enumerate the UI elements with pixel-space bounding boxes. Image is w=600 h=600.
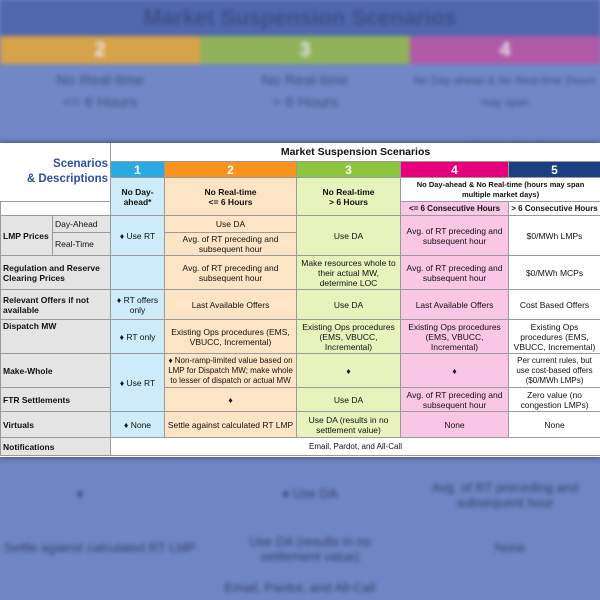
row-label-lmp: LMP Prices <box>1 216 53 256</box>
bg-desc-3: No Real-time > 6 Hours <box>261 72 349 111</box>
scenario-45-desc: No Day-ahead & No Real-time (hours may span multiple market days) <box>401 178 600 202</box>
bg-low-avg: Avg. of RT preceding and subsequent hour <box>431 480 579 510</box>
scenario-3-desc: No Real-time > 6 Hours <box>297 178 401 216</box>
sublabel-day-ahead: Day-Ahead <box>53 216 111 233</box>
row-label-make-whole: Make-Whole <box>1 354 111 388</box>
lmp-s4: Avg. of RT preceding and subsequent hour <box>401 216 509 256</box>
bg-low-useda2: Use DA (results in no settlement value) <box>248 534 372 564</box>
bg-desc-2: No Real-time <= 6 Hours <box>56 72 144 111</box>
virtuals-s2: Settle against calculated RT LMP <box>165 412 297 438</box>
reg-s5: $0/MWh MCPs <box>509 256 600 290</box>
bg-number-row <box>0 36 600 64</box>
bg-num-2: 2 <box>0 36 200 64</box>
lmp-s2-rt: Avg. of RT preceding and subsequent hour <box>165 233 297 256</box>
offers-s5: Cost Based Offers <box>509 290 600 320</box>
bg-title: Market Suspension Scenarios <box>0 0 600 36</box>
reg-s2: Avg. of RT preceding and subsequent hour <box>165 256 297 290</box>
bg-row-desc <box>0 64 600 144</box>
scenario-table-card <box>0 143 600 457</box>
bg-num-3: 3 <box>200 36 410 64</box>
dispatch-s1: ♦ RT only <box>111 320 165 354</box>
reg-s4: Avg. of RT preceding and subsequent hour <box>401 256 509 290</box>
virtuals-s1: ♦ None <box>111 412 165 438</box>
scenario-5-number: 5 <box>509 162 600 178</box>
lmp-s5: $0/MWh LMPs <box>509 216 600 256</box>
dispatch-s5: Existing Ops procedures (EMS, VBUCC, Incremental) <box>509 320 600 354</box>
lmp-s1: ♦ Use RT <box>111 216 165 256</box>
ftr-s5: Zero value (no congestion LMPs) <box>509 388 600 412</box>
sublabel-real-time: Real-Time <box>53 233 111 256</box>
ftr-s2: ♦ <box>165 388 297 412</box>
bg-low-none: None <box>494 540 526 555</box>
row-label-ftr: FTR Settlements <box>1 388 111 412</box>
bg-lower-rows <box>0 456 600 600</box>
reg-s3: Make resources whole to their actual MW, determine LOC <box>297 256 401 290</box>
bg-low-diamond: ♦ <box>76 486 84 501</box>
row-label-regulation: Regulation and Reserve Clearing Prices <box>1 256 111 290</box>
row-label-offers: Relevant Offers if not available <box>1 290 111 320</box>
spacer <box>1 202 111 216</box>
scenario-1-desc: No Day-ahead* <box>111 178 165 216</box>
bg-low-useda: ♦ Use DA <box>282 486 338 501</box>
notifications-value: Email, Pardot, and All-Call <box>111 438 600 456</box>
dispatch-s4: Existing Ops procedures (EMS, VBUCC, Incremental) <box>401 320 509 354</box>
scenario-5-desc: > 6 Consecutive Hours <box>509 202 600 216</box>
makewhole-s4: ♦ <box>401 354 509 388</box>
ftr-s4: Avg. of RT preceding and subsequent hour <box>401 388 509 412</box>
ftr-s3: Use DA <box>297 388 401 412</box>
offers-s2: Last Available Offers <box>165 290 297 320</box>
bg-num-4: 4 <box>410 36 600 64</box>
dispatch-s3: Existing Ops procedures (EMS, VBUCC, Incremental) <box>297 320 401 354</box>
makewhole-s1: ♦ Use RT <box>111 354 165 412</box>
lmp-s3: Use DA <box>297 216 401 256</box>
makewhole-s5: Per current rules, but use cost-based offers ($0/MWh LMPs) <box>509 354 600 388</box>
offers-s4: Last Available Offers <box>401 290 509 320</box>
table-title: Market Suspension Scenarios <box>111 143 600 162</box>
bg-desc-4: No Day-ahead & No Real-time (hours may span <box>413 75 597 109</box>
virtuals-s4: None <box>401 412 509 438</box>
row-label-virtuals: Virtuals <box>1 412 111 438</box>
row-label-dispatch: Dispatch MW <box>1 320 111 354</box>
scenario-4-number: 4 <box>401 162 509 178</box>
makewhole-s3: ♦ <box>297 354 401 388</box>
scenario-3-number: 3 <box>297 162 401 178</box>
bg-low-notify: Email, Pardot, and All-Call <box>224 580 376 595</box>
scenario-2-number: 2 <box>165 162 297 178</box>
bg-low-settle: Settle against calculated RT LMP <box>4 540 196 555</box>
market-suspension-table <box>0 143 600 456</box>
reg-s1 <box>111 256 165 290</box>
virtuals-s3: Use DA (results in no settlement value) <box>297 412 401 438</box>
offers-s1: ♦ RT offers only <box>111 290 165 320</box>
scenarios-label: Scenarios & Descriptions <box>1 143 111 202</box>
scenario-2-desc: No Real-time <= 6 Hours <box>165 178 297 216</box>
scenario-1-number: 1 <box>111 162 165 178</box>
dispatch-s2: Existing Ops procedures (EMS, VBUCC, Incremental) <box>165 320 297 354</box>
makewhole-s2: ♦ Non-ramp-limited value based on LMP for Dispatch MW; make whole to lesser of dispatch or actual MW <box>165 354 297 388</box>
row-label-notifications: Notifications <box>1 438 111 456</box>
lmp-s2-da: Use DA <box>165 216 297 233</box>
scenario-4-desc: <= 6 Consecutive Hours <box>401 202 509 216</box>
offers-s3: Use DA <box>297 290 401 320</box>
virtuals-s5: None <box>509 412 600 438</box>
